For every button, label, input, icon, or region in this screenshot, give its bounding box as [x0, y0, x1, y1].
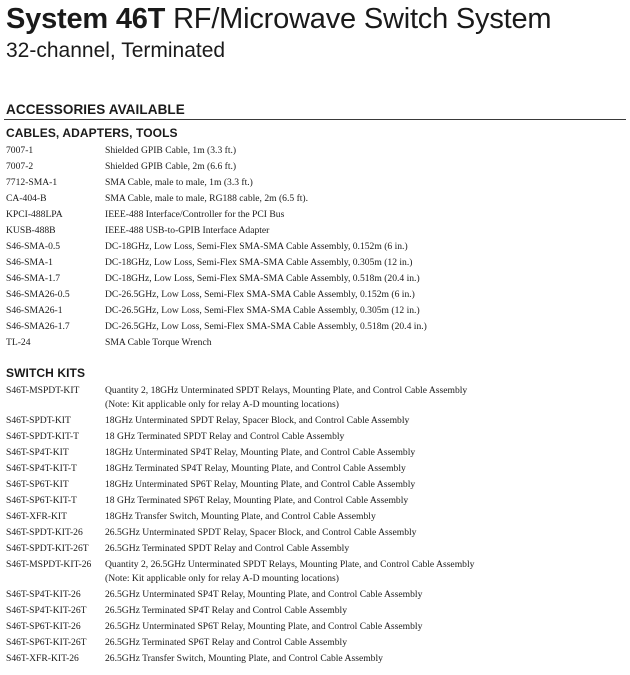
list-item — [6, 603, 626, 619]
part-description: Quantity 2, 26.5GHz Unterminated SPDT Relays, Mounting Plate, and Control Cable Assembly — [105, 559, 475, 570]
list-item — [6, 255, 626, 271]
list-item — [6, 429, 626, 445]
part-description: 18 GHz Terminated SP6T Relay, Mounting Plate, and Control Cable Assembly — [105, 495, 409, 506]
list-item — [6, 413, 626, 429]
switch-kits-list — [6, 383, 626, 667]
list-item — [6, 651, 626, 667]
section-divider — [4, 119, 626, 120]
cables-heading: CABLES, ADAPTERS, TOOLS — [6, 126, 178, 140]
part-description: 18GHz Unterminated SP6T Relay, Mounting Plate, and Control Cable Assembly — [105, 479, 416, 490]
part-description: DC-26.5GHz, Low Loss, Semi-Flex SMA-SMA Cable Assembly, 0.152m (6 in.) — [105, 289, 415, 300]
list-item — [6, 287, 626, 303]
part-number: S46T-SPDT-KIT-26T — [6, 543, 89, 554]
page-subtitle: 32-channel, Terminated — [6, 39, 226, 62]
part-number: S46T-SP4T-KIT-26T — [6, 605, 87, 616]
part-description: DC-18GHz, Low Loss, Semi-Flex SMA-SMA Cable Assembly, 0.152m (6 in.) — [105, 241, 408, 252]
part-description: IEEE-488 USB-to-GPIB Interface Adapter — [105, 225, 270, 236]
list-item — [6, 461, 626, 477]
part-description: 26.5GHz Unterminated SPDT Relay, Spacer Block, and Control Cable Assembly — [105, 527, 417, 538]
part-number: S46-SMA26-1 — [6, 305, 63, 316]
list-item — [6, 175, 626, 191]
part-description: IEEE-488 Interface/Controller for the PCI Bus — [105, 209, 285, 220]
part-description: Shielded GPIB Cable, 1m (3.3 ft.) — [105, 145, 237, 156]
part-number: S46-SMA-1 — [6, 257, 53, 268]
part-description: 18GHz Unterminated SPDT Relay, Spacer Block, and Control Cable Assembly — [105, 415, 410, 426]
part-description: 18GHz Unterminated SP4T Relay, Mounting Plate, and Control Cable Assembly — [105, 447, 416, 458]
part-number: S46T-SP6T-KIT — [6, 479, 69, 490]
part-description: DC-18GHz, Low Loss, Semi-Flex SMA-SMA Cable Assembly, 0.518m (20.4 in.) — [105, 273, 420, 284]
page-title — [6, 2, 551, 36]
part-description: SMA Cable, male to male, 1m (3.3 ft.) — [105, 177, 253, 188]
title-product-name: System 46T — [6, 3, 166, 35]
part-description: 26.5GHz Terminated SPDT Relay and Control Cable Assembly — [105, 543, 350, 554]
part-number: S46-SMA-0.5 — [6, 241, 61, 252]
part-description: DC-26.5GHz, Low Loss, Semi-Flex SMA-SMA Cable Assembly, 0.305m (12 in.) — [105, 305, 420, 316]
part-description: 26.5GHz Transfer Switch, Mounting Plate, and Control Cable Assembly — [105, 653, 383, 664]
part-description: 26.5GHz Unterminated SP4T Relay, Mounting Plate, and Control Cable Assembly — [105, 589, 423, 600]
title-product-description: RF/Microwave Switch System — [173, 3, 552, 35]
part-description: 26.5GHz Unterminated SP6T Relay, Mounting Plate, and Control Cable Assembly — [105, 621, 423, 632]
list-item — [6, 159, 626, 175]
part-number: S46T-SP4T-KIT-26 — [6, 589, 81, 600]
switch-kits-heading: SWITCH KITS — [6, 366, 86, 380]
part-note: (Note: Kit applicable only for relay A-D mounting locations) — [105, 573, 339, 584]
part-number: TL-24 — [6, 337, 31, 348]
list-item — [6, 223, 626, 239]
part-number: S46-SMA-1.7 — [6, 273, 61, 284]
part-number: S46T-SPDT-KIT-T — [6, 431, 80, 442]
part-number: S46T-SP4T-KIT — [6, 447, 69, 458]
part-number: KUSB-488B — [6, 225, 56, 236]
list-item — [6, 525, 626, 541]
list-item — [6, 383, 626, 413]
part-number: CA-404-B — [6, 193, 47, 204]
part-description: 26.5GHz Terminated SP6T Relay and Control Cable Assembly — [105, 637, 347, 648]
part-number: S46T-SP4T-KIT-T — [6, 463, 77, 474]
part-number: KPCI-488LPA — [6, 209, 63, 220]
part-number: S46T-MSPDT-KIT-26 — [6, 559, 92, 570]
part-number: S46T-MSPDT-KIT — [6, 385, 80, 396]
part-number: S46T-XFR-KIT — [6, 511, 67, 522]
accessories-heading: ACCESSORIES AVAILABLE — [6, 102, 185, 117]
list-item — [6, 271, 626, 287]
part-description: DC-18GHz, Low Loss, Semi-Flex SMA-SMA Cable Assembly, 0.305m (12 in.) — [105, 257, 413, 268]
list-item — [6, 239, 626, 255]
part-number: S46-SMA26-0.5 — [6, 289, 70, 300]
list-item — [6, 335, 626, 351]
list-item — [6, 191, 626, 207]
part-number: S46T-SP6T-KIT-26T — [6, 637, 87, 648]
part-description: SMA Cable, male to male, RG188 cable, 2m (6.5 ft). — [105, 193, 309, 204]
list-item — [6, 303, 626, 319]
part-number: S46T-SPDT-KIT — [6, 415, 71, 426]
part-description: Shielded GPIB Cable, 2m (6.6 ft.) — [105, 161, 237, 172]
list-item — [6, 587, 626, 603]
list-item — [6, 319, 626, 335]
part-description: 18 GHz Terminated SPDT Relay and Control Cable Assembly — [105, 431, 345, 442]
list-item — [6, 493, 626, 509]
part-number: 7007-2 — [6, 161, 34, 172]
part-description: Quantity 2, 18GHz Unterminated SPDT Relays, Mounting Plate, and Control Cable Assembly — [105, 385, 468, 396]
part-description: DC-26.5GHz, Low Loss, Semi-Flex SMA-SMA Cable Assembly, 0.518m (20.4 in.) — [105, 321, 427, 332]
list-item — [6, 619, 626, 635]
part-number: 7712-SMA-1 — [6, 177, 58, 188]
cables-list — [6, 143, 626, 351]
part-number: S46T-SPDT-KIT-26 — [6, 527, 83, 538]
list-item — [6, 541, 626, 557]
list-item — [6, 509, 626, 525]
list-item — [6, 477, 626, 493]
part-description: SMA Cable Torque Wrench — [105, 337, 212, 348]
part-note: (Note: Kit applicable only for relay A-D mounting locations) — [105, 399, 339, 410]
part-description: 18GHz Transfer Switch, Mounting Plate, and Control Cable Assembly — [105, 511, 376, 522]
part-description: 26.5GHz Terminated SP4T Relay and Control Cable Assembly — [105, 605, 347, 616]
list-item — [6, 207, 626, 223]
list-item — [6, 635, 626, 651]
part-description: 18GHz Terminated SP4T Relay, Mounting Plate, and Control Cable Assembly — [105, 463, 406, 474]
part-number: 7007-1 — [6, 145, 34, 156]
list-item — [6, 445, 626, 461]
part-number: S46T-XFR-KIT-26 — [6, 653, 79, 664]
part-number: S46T-SP6T-KIT-T — [6, 495, 77, 506]
part-number: S46T-SP6T-KIT-26 — [6, 621, 81, 632]
part-number: S46-SMA26-1.7 — [6, 321, 70, 332]
list-item — [6, 143, 626, 159]
list-item — [6, 557, 626, 587]
